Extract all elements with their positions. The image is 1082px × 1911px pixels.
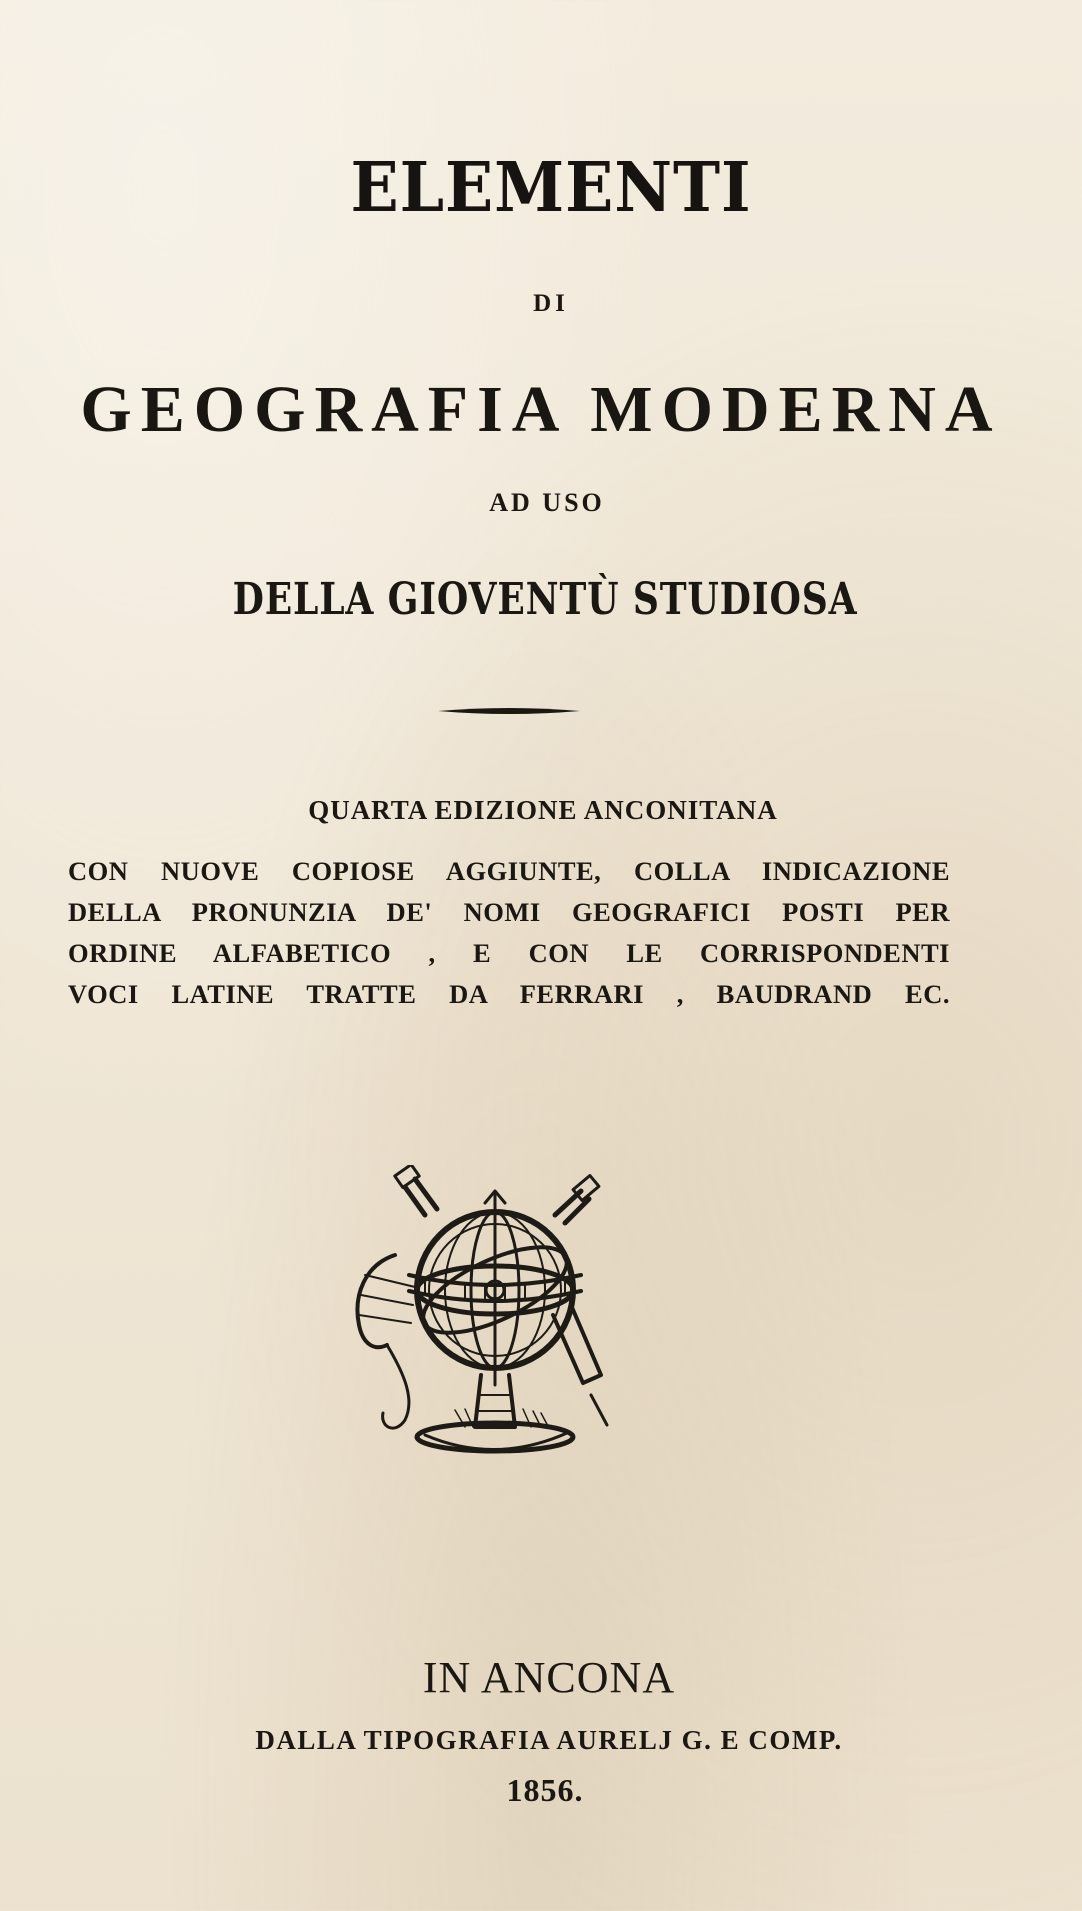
edition-description-line: DELLA PRONUNZIA DE' NOMI GEOGRAFICI POSTI PER [68, 897, 950, 927]
imprint-year: 1856. [506, 1772, 584, 1808]
ornamental-rule [438, 706, 580, 716]
edition-description-line: ORDINE ALFABETICO , E CON LE CORRISPONDENTI [68, 938, 950, 968]
imprint-city: IN ANCONA [422, 1653, 676, 1702]
armillary-sphere-icon [345, 1165, 635, 1465]
title-connector: DI [533, 290, 569, 317]
audience-line: DELLA GIOVENTÙ STUDIOSA [232, 574, 858, 625]
book-subject: GEOGRAFIA MODERNA [80, 373, 1002, 446]
book-title: ELEMENTI [350, 148, 752, 228]
imprint-printer: DALLA TIPOGRAFIA AURELJ G. E COMP. [255, 1725, 843, 1755]
edition-description-line: CON NUOVE COPIOSE AGGIUNTE, COLLA INDICAZIONE [68, 856, 950, 886]
purpose-line: AD USO [489, 488, 605, 517]
edition-heading: QUARTA EDIZIONE ANCONITANA [308, 795, 778, 825]
edition-description-line: VOCI LATINE TRATTE DA FERRARI , BAUDRAND EC. [68, 979, 950, 1009]
